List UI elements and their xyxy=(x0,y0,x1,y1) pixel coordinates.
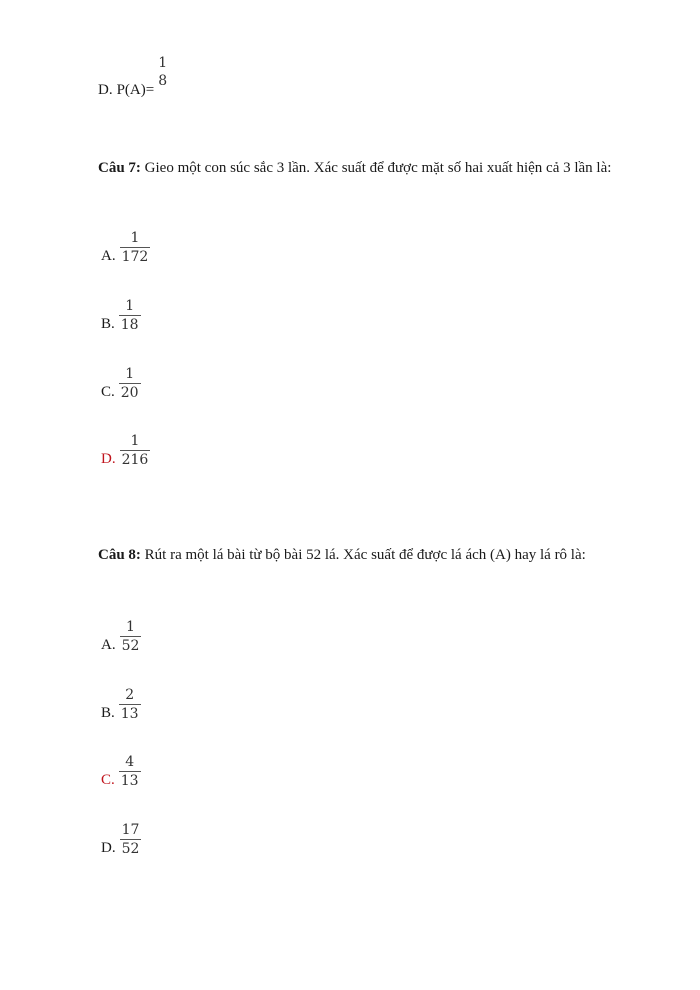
fraction-numerator: 4 xyxy=(125,754,135,770)
option-letter: B. xyxy=(101,705,115,721)
q8-option-c[interactable] xyxy=(101,755,141,788)
fraction-numerator: 17 xyxy=(121,822,140,838)
fraction xyxy=(119,367,141,400)
q7-option-b[interactable] xyxy=(101,299,141,332)
q8-option-b[interactable] xyxy=(101,688,141,721)
fraction-denominator: 18 xyxy=(120,317,139,333)
fraction xyxy=(120,434,151,467)
fraction-numerator: 2 xyxy=(125,687,135,703)
option-letter-correct: D. xyxy=(101,451,116,467)
fraction-numerator: 1 xyxy=(158,55,168,71)
option-letter: A. xyxy=(101,637,116,653)
fraction xyxy=(119,299,141,332)
fraction xyxy=(156,56,169,88)
fraction xyxy=(120,620,142,653)
option-letter: A. xyxy=(101,248,116,264)
option-letter: C. xyxy=(101,384,115,400)
q8-option-d[interactable] xyxy=(101,823,141,856)
q7-option-c[interactable] xyxy=(101,367,141,400)
fraction-numerator: 1 xyxy=(126,619,135,635)
question-label: Câu 8: xyxy=(98,547,141,563)
fraction-denominator: 52 xyxy=(121,841,140,857)
option-letter: D. xyxy=(101,840,116,856)
fraction xyxy=(120,231,151,264)
question-label: Câu 7: xyxy=(98,160,141,176)
question-text: Rút ra một lá bài từ bộ bài 52 lá. Xác suất để được lá ách (A) hay lá rô là: xyxy=(140,547,586,563)
q7-option-d[interactable] xyxy=(101,434,150,467)
q8-option-a[interactable] xyxy=(101,620,141,653)
fraction-numerator: 1 xyxy=(130,230,140,246)
fraction xyxy=(119,755,141,788)
question-8 xyxy=(98,541,638,570)
fraction-numerator: 1 xyxy=(125,366,135,382)
fraction xyxy=(119,688,141,721)
option-text: P(A)= xyxy=(116,82,155,98)
q7-option-a[interactable] xyxy=(101,231,150,264)
option-letter-correct: C. xyxy=(101,772,115,788)
question-7 xyxy=(98,154,638,183)
option-letter: B. xyxy=(101,316,115,332)
fraction-numerator: 1 xyxy=(130,433,140,449)
fraction-numerator: 1 xyxy=(125,298,135,314)
fraction-denominator: 20 xyxy=(120,385,139,401)
fraction-denominator: 172 xyxy=(121,249,149,265)
fraction-denominator: 13 xyxy=(120,773,139,789)
option-letter: D. xyxy=(98,82,113,98)
fraction-denominator: 52 xyxy=(121,638,140,654)
fraction xyxy=(120,823,142,856)
fraction-denominator: 13 xyxy=(120,706,139,722)
fraction-denominator: 8 xyxy=(158,73,168,89)
prev-option-d xyxy=(98,55,169,98)
question-text: Gieo một con súc sắc 3 lần. Xác suất để được mặt số hai xuất hiện cả 3 lần là: xyxy=(140,160,612,176)
fraction-denominator: 216 xyxy=(121,452,149,468)
